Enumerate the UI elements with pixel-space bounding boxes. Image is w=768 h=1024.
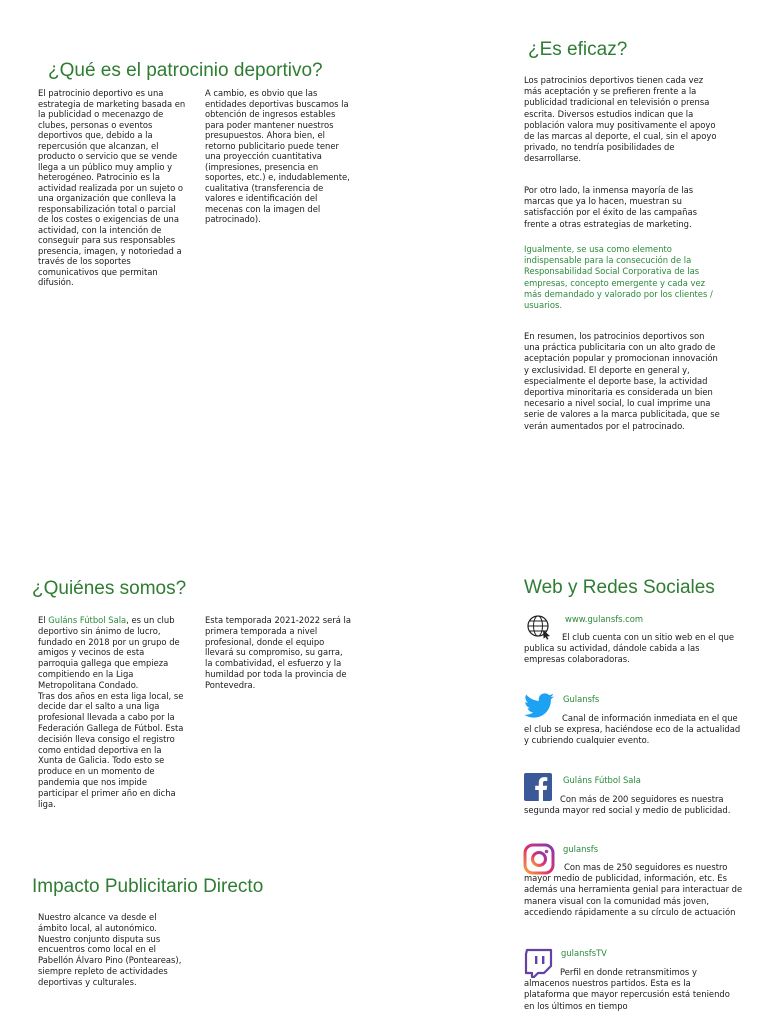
facebook-link[interactable]: Guláns Fútbol Sala [563,775,641,785]
patrocinio-col1: El patrocinio deportivo es una estrategia de marketing basada en la publicidad o mecenazgo de clubes, personas o eventos deportivos que, debido a la repercusión que alcanzan, el producto o servicio que se vende llega a un público muy amplio y heterogéneo. Patrocinio es la actividad realizada por un sujeto o una organización que conlleva la responsabilización total o parcial de los costes o exigencias de una actividad, con la intención de conseguir para sus responsables presencia, imagen, y notoriedad a través de los soportes comunicativos que permitan difusión. [38,88,186,287]
website-desc: El club cuenta con un sitio web en el que publica su actividad, dándole cabida a las empresas colaboradoras. [524,632,735,665]
twitter-desc: Canal de información inmediata en el que el club se expresa, haciéndose eco de la actualidad y cubriendo cualquier evento. [524,713,741,746]
eficaz-p2: Por otro lado, la inmensa mayoría de las marcas que ya lo hacen, muestran su satisfacción por el éxito de las campañas frente a otras estrategias de marketing. [524,185,697,229]
facebook-desc: Con más de 200 seguidores es nuestra segunda mayor red social y medio de publicidad. [524,794,731,816]
impacto-text: Nuestro alcance va desde el ámbito local, al autonómico. Nuestro conjunto disputa sus encuentros como local en el Pabellón Álvaro Pino (Ponteareas), siempre repleto de actividades deportivas y culturales. [38,912,182,987]
instagram-link[interactable]: gulansfs [563,844,599,854]
quienes-col2: Esta temporada 2021-2022 será la primera temporada a nivel profesional, donde el equipo llevará su compromiso, su garra, la combatividad, el esfuerzo y la humildad por toda la provincia de Pontevedra. [205,615,351,690]
instagram-desc: Con mas de 250 seguidores es nuestro mayor medio de publicidad, información, etc. Es además una herramienta genial para interactuar de manera visual con la comunidad más joven, accediendo rápidamente a su círculo de actuación [524,862,743,917]
web-title: Web y Redes Sociales [524,577,715,598]
quienes-col1-prefix: El [38,615,49,625]
impacto-title: Impacto Publicitario Directo [32,876,264,897]
patrocinio-col2: A cambio, es obvio que las entidades deportivas buscamos la obtención de ingresos estables para poder mantener nuestros presupuestos. Ahora bien, el retorno publicitario puede tener una proyección cuantitativa (impresiones, presencia en soportes, etc.) e, indudablemente, cualitativa (transferencia de valores e identificación del mecenas con la imagen del patrocinado). [205,88,350,224]
eficaz-p3: Igualmente, se usa como elemento indispensable para la consecución de la Responsabilidad Social Corporativa de las empresas, concepto emergente y cada vez más demandado y valorado por los clientes / usuarios. [524,244,713,311]
patrocinio-title: ¿Qué es el patrocinio deportivo? [48,60,323,81]
website-link[interactable]: www.gulansfs.com [565,614,644,624]
twitch-desc: Perfil en donde retransmitimos y almacenos nuestros partidos. Esta es la plataforma que mayor repercusión está teniendo en los últimos en tiempo [524,967,730,1011]
eficaz-p1: Los patrocinios deportivos tienen cada vez más aceptación y se prefieren frente a la publicidad tradicional en televisión o prensa escrita. Diversos estudios indican que la población valora muy positivamente el apoyo de las marcas al deporte, el cual, sin el apoyo privado, no tendría posibilidades de desarrollarse. [524,75,717,164]
eficaz-p4: En resumen, los patrocinios deportivos son una práctica publicitaria con un alto grado de aceptación popular y promocionan innovación y exclusividad. El deporte en general y, especialmente el deporte base, la actividad deportiva minoritaria es considerada un bien necesario a nivel social, lo cual imprime una serie de valores a la marca publicitada, que se verán aumentados por el patrocinado. [524,331,720,431]
twitter-link[interactable]: Gulansfs [563,694,600,704]
quienes-col1 [38,615,203,809]
quienes-title: ¿Quiénes somos? [32,578,187,599]
club-name: Guláns Fútbol Sala [48,615,127,625]
quienes-col1-body: , es un club deportivo sin ánimo de lucro, fundado en 2018 por un grupo de amigos y vecinos de esta parroquia gallega que empieza compitiendo en la Liga Metropolitana Condado. Tras dos años en esta liga local, se decide dar el salto a una liga profesional llevada a cabo por la Federación Gallega de Fútbol. Esta decisión lleva consigo el registro como entidad deportiva en la Xunta de Galicia. Todo esto se produce en un momento de pandemia que nos impide participar el primer año en dicha liga. [38,615,184,809]
eficaz-title: ¿Es eficaz? [528,39,628,60]
twitch-link[interactable]: gulansfsTV [561,948,607,958]
